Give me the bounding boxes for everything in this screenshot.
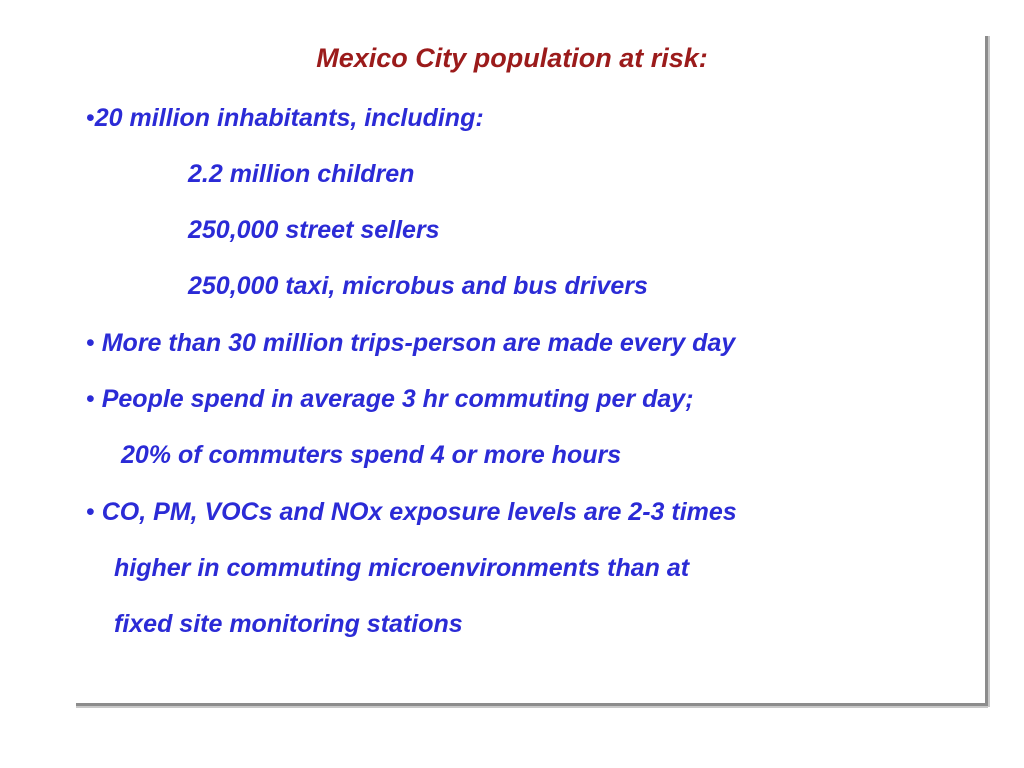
continuation-commuters: 20% of commuters spend 4 or more hours (121, 441, 622, 469)
bullet-icon: • (86, 104, 95, 132)
sub-item-drivers: 250,000 taxi, microbus and bus drivers (188, 272, 648, 300)
slide-frame-bottom-edge (76, 703, 988, 706)
continuation-microenvironments: higher in commuting microenvironments than at (114, 554, 690, 582)
bullet-text: More than 30 million trips-person are made every day (101, 329, 736, 357)
slide-title: Mexico City population at risk: (316, 43, 708, 73)
bullet-icon: • (86, 385, 95, 413)
bullet-item-commuting (86, 383, 694, 415)
continuation-monitoring-stations: fixed site monitoring stations (114, 610, 463, 638)
sub-item-children: 2.2 million children (188, 160, 415, 188)
bullet-item-inhabitants (86, 102, 484, 134)
bullet-text: CO, PM, VOCs and NOx exposure levels are 2-3 times (101, 498, 737, 526)
slide-frame-right-edge (985, 36, 988, 707)
bullet-text: 20 million inhabitants, including: (94, 104, 484, 132)
sub-item-street-sellers: 250,000 street sellers (188, 216, 440, 244)
bullet-item-trips (86, 327, 735, 359)
bullet-icon: • (86, 498, 95, 526)
bullet-item-exposure (86, 496, 737, 528)
bullet-icon: • (86, 329, 95, 357)
bullet-text: People spend in average 3 hr commuting per day; (101, 385, 694, 413)
